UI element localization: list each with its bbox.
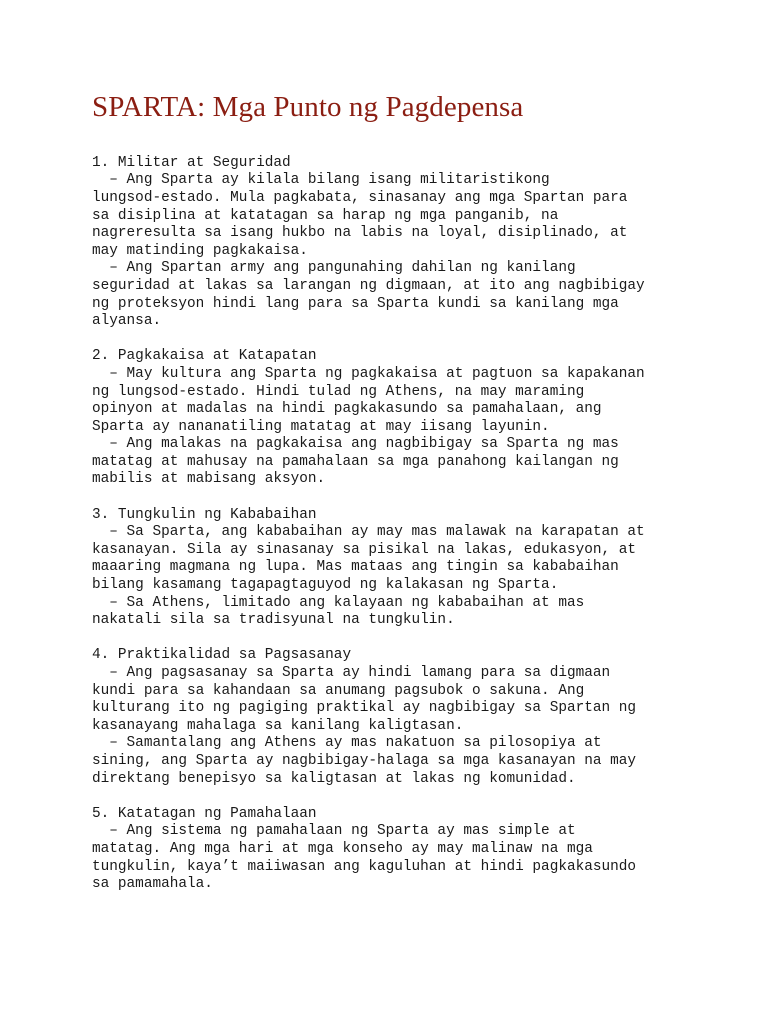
section-4 [92, 647, 708, 788]
paragraph-line: nakatali sila sa tradisyunal na tungkulin. [92, 612, 455, 629]
paragraph-line: – Ang Sparta ay kilala bilang isang militaristikong [92, 172, 550, 189]
section-heading: 4. Praktikalidad sa Pagsasanay [92, 647, 352, 664]
section-heading: 2. Pagkakaisa at Katapatan [92, 348, 317, 365]
section-3 [92, 507, 708, 630]
paragraph-line: nagreresulta sa isang hukbo na labis na loyal, disiplinado, at [92, 225, 628, 242]
paragraph-line: alyansa. [92, 313, 162, 330]
paragraph-line: – Sa Athens, limitado ang kalayaan ng kababaihan at mas [92, 594, 585, 611]
paragraph-line: – May kultura ang Sparta ng pagkakaisa at pagtuon sa kapakanan [92, 365, 645, 382]
document-title: SPARTA: Mga Punto ng Pagdepensa [92, 91, 524, 123]
paragraph-line: opinyon at madalas na hindi pagkakasundo sa pamahalaan, ang [92, 401, 602, 418]
paragraph-line: matatag. Ang mga hari at mga konseho ay may malinaw na mga [92, 840, 593, 857]
paragraph-line: Sparta ay nananatiling matatag at may iisang layunin. [92, 418, 550, 435]
paragraph-line: kasanayan. Sila ay sinasanay sa pisikal na lakas, edukasyon, at [92, 541, 637, 558]
paragraph-line: may matinding pagkakaisa. [92, 242, 308, 259]
section-heading: 3. Tungkulin ng Kababaihan [92, 506, 317, 523]
paragraph-line: – Ang pagsasanay sa Sparta ay hindi lamang para sa digmaan [92, 665, 611, 682]
paragraph-line: – Ang Spartan army ang pangunahing dahilan ng kanilang [92, 260, 576, 277]
paragraph-line: ng lungsod-estado. Hindi tulad ng Athens, na may maraming [92, 383, 585, 400]
section-heading: 1. Militar at Seguridad [92, 154, 291, 171]
paragraph-line: seguridad at lakas sa larangan ng digmaan, at ito ang nagbibigay [92, 277, 645, 294]
paragraph-line: sa disiplina at katatagan sa harap ng mga panganib, na [92, 207, 559, 224]
paragraph-line: tungkulin, kaya’t maiiwasan ang kaguluhan at hindi pagkakasundo [92, 858, 637, 875]
paragraph-line: – Ang sistema ng pamahalaan ng Sparta ay mas simple at [92, 823, 576, 840]
paragraph-line: – Ang malakas na pagkakaisa ang nagbibigay sa Sparta ng mas [92, 436, 619, 453]
paragraph-line: direktang benepisyo sa kaligtasan at lakas ng komunidad. [92, 770, 576, 787]
paragraph-line: ng proteksyon hindi lang para sa Sparta kundi sa kanilang mga [92, 295, 619, 312]
paragraph-line: mabilis at mabisang aksyon. [92, 471, 326, 488]
paragraph-line: kulturang ito ng pagiging praktikal ay nagbibigay sa Spartan ng [92, 700, 637, 717]
section-5 [92, 806, 708, 894]
section-2 [92, 348, 708, 489]
paragraph-line: maaaring magmana ng lupa. Mas mataas ang tingin sa kababaihan [92, 559, 619, 576]
paragraph-line: kasanayang mahalaga sa kanilang kaligtasan. [92, 717, 464, 734]
section-heading: 5. Katatagan ng Pamahalaan [92, 805, 317, 822]
paragraph-line: bilang kasamang tagapagtaguyod ng kalakasan ng Sparta. [92, 577, 559, 594]
paragraph-line: sa pamamahala. [92, 876, 213, 893]
section-1 [92, 155, 708, 331]
paragraph-line: lungsod-estado. Mula pagkabata, sinasanay ang mga Spartan para [92, 189, 628, 206]
paragraph-line: – Sa Sparta, ang kababaihan ay may mas malawak na karapatan at [92, 524, 645, 541]
document-body [92, 155, 708, 894]
paragraph-line: kundi para sa kahandaan sa anumang pagsubok o sakuna. Ang [92, 682, 585, 699]
paragraph-line: sining, ang Sparta ay nagbibigay-halaga sa mga kasanayan na may [92, 752, 637, 769]
paragraph-line: matatag at mahusay na pamahalaan sa mga panahong kailangan ng [92, 453, 619, 470]
paragraph-line: – Samantalang ang Athens ay mas nakatuon sa pilosopiya at [92, 735, 602, 752]
